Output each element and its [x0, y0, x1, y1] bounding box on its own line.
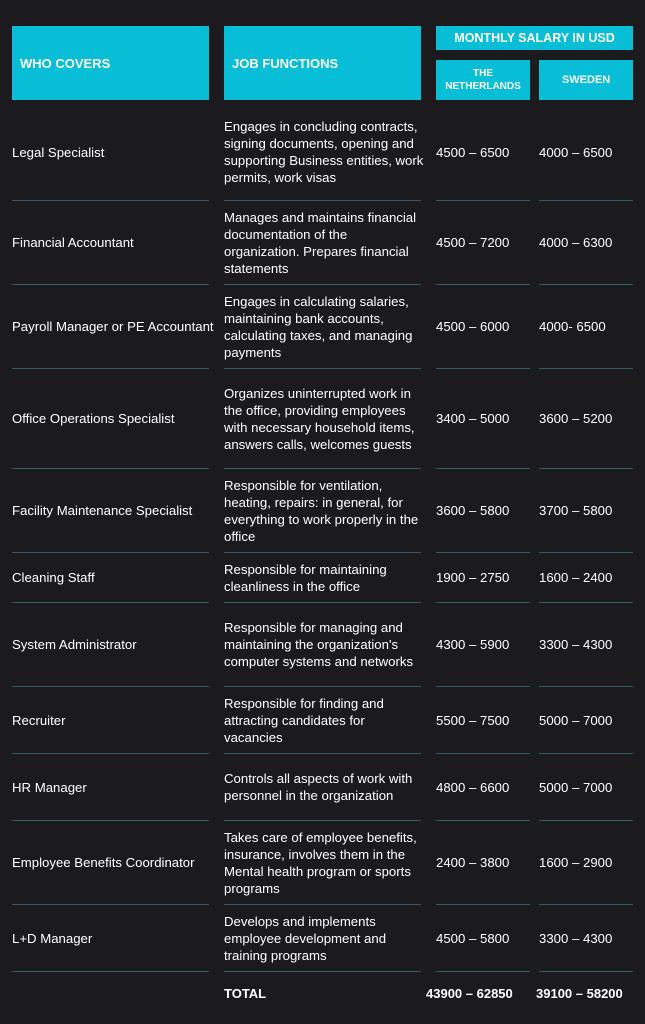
- salary-sweden: 5000 – 7000: [539, 712, 613, 728]
- job-functions-text: Responsible for managing and maintaining the organization's computer systems and networks: [224, 620, 414, 669]
- salary-netherlands: 4800 – 6600: [436, 779, 510, 795]
- role-name: L+D Manager: [12, 930, 93, 946]
- job-functions-text: Engages in concluding contracts, signing documents, opening and supporting Business entities, work permits, work visas: [224, 119, 424, 185]
- table-row: [0, 905, 645, 971]
- job-functions-text: Responsible for ventilation, heating, repairs: in general, for everything to work properly in the office: [224, 477, 419, 544]
- row-divider: [12, 200, 209, 201]
- row-divider: [12, 552, 209, 553]
- row-divider: [436, 686, 530, 687]
- role-name: Employee Benefits Coordinator: [12, 855, 195, 870]
- job-functions-text: Responsible for finding and attracting candidates for vacancies: [224, 695, 384, 745]
- table-row: [0, 754, 645, 820]
- role-name: Financial Accountant: [12, 235, 134, 250]
- row-divider: [436, 468, 530, 469]
- row-divider: [539, 200, 633, 201]
- row-divider: [539, 820, 633, 821]
- row-divider: [436, 284, 530, 285]
- row-divider: [539, 284, 633, 285]
- job-functions-text: Engages in calculating salaries, maintaining bank accounts, calculating taxes, and managing payments: [224, 293, 413, 360]
- job-functions-text: Develops and implements employee development and training programs: [224, 913, 387, 963]
- table-row: [0, 687, 645, 753]
- row-divider: [224, 552, 421, 553]
- salary-sweden: 1600 – 2400: [539, 570, 613, 585]
- row-divider: [539, 552, 633, 553]
- job-functions-text: Organizes uninterrupted work in the office, providing employees with necessary household items, answers calls, welcomes guests: [224, 385, 415, 452]
- header-who-covers: WHO COVERS: [12, 26, 209, 100]
- row-divider: [539, 753, 633, 754]
- row-divider: [436, 602, 530, 603]
- row-divider: [539, 971, 633, 972]
- role-name: Legal Specialist: [12, 144, 105, 160]
- row-divider: [539, 686, 633, 687]
- total-netherlands: 43900 – 62850: [426, 985, 513, 1001]
- row-divider: [436, 971, 530, 972]
- table-row: [0, 369, 645, 468]
- role-name: Facility Maintenance Specialist: [12, 503, 193, 518]
- total-label: TOTAL: [224, 985, 267, 1001]
- table-row: [0, 603, 645, 686]
- salary-netherlands: 4300 – 5900: [436, 637, 510, 652]
- salary-sweden: 4000 – 6500: [539, 144, 613, 160]
- row-divider: [224, 753, 421, 754]
- row-divider: [539, 602, 633, 603]
- row-divider: [436, 552, 530, 553]
- salary-netherlands: 4500 – 6500: [436, 144, 510, 160]
- role-name: Office Operations Specialist: [12, 411, 175, 426]
- row-divider: [436, 368, 530, 369]
- row-divider: [12, 602, 209, 603]
- role-name: Payroll Manager or PE Accountant: [12, 319, 214, 334]
- table-row: [0, 104, 645, 200]
- role-name: System Administrator: [12, 637, 137, 652]
- salary-netherlands: 3600 – 5800: [436, 503, 510, 518]
- salary-sweden: 4000- 6500: [539, 319, 606, 334]
- job-functions-text: Controls all aspects of work with personnel in the organization: [224, 771, 413, 803]
- row-divider: [12, 284, 209, 285]
- row-divider: [224, 468, 421, 469]
- row-divider: [224, 904, 421, 905]
- salary-netherlands: 2400 – 3800: [436, 855, 510, 870]
- row-divider: [436, 820, 530, 821]
- job-functions-text: Responsible for maintaining cleanliness in the office: [224, 561, 387, 594]
- header-netherlands: THE NETHERLANDS: [436, 60, 530, 100]
- role-name: Recruiter: [12, 712, 66, 728]
- salary-sweden: 3300 – 4300: [539, 637, 613, 652]
- row-divider: [12, 368, 209, 369]
- role-name: HR Manager: [12, 779, 87, 795]
- table-row: [0, 285, 645, 368]
- row-divider: [12, 971, 209, 972]
- table-row: [0, 469, 645, 552]
- total-sweden: 39100 – 58200: [536, 985, 623, 1001]
- total-row: [0, 980, 645, 1006]
- salary-netherlands: 5500 – 7500: [436, 712, 510, 728]
- row-divider: [224, 686, 421, 687]
- row-divider: [224, 971, 421, 972]
- salary-sweden: 5000 – 7000: [539, 779, 613, 795]
- salary-sweden: 3600 – 5200: [539, 411, 613, 426]
- row-divider: [539, 468, 633, 469]
- row-divider: [224, 602, 421, 603]
- salary-netherlands: 1900 – 2750: [436, 570, 510, 585]
- row-divider: [224, 820, 421, 821]
- salary-sweden: 1600 – 2900: [539, 855, 613, 870]
- row-divider: [539, 368, 633, 369]
- salary-netherlands: 4500 – 7200: [436, 235, 510, 250]
- row-divider: [12, 686, 209, 687]
- row-divider: [539, 904, 633, 905]
- row-divider: [12, 904, 209, 905]
- row-divider: [436, 200, 530, 201]
- header-sweden: SWEDEN: [539, 60, 633, 100]
- row-divider: [12, 468, 209, 469]
- row-divider: [224, 284, 421, 285]
- job-functions-text: Manages and maintains financial documentation of the organization. Prepares financial statements: [224, 209, 417, 276]
- role-name: Cleaning Staff: [12, 570, 95, 585]
- salary-sweden: 4000 – 6300: [539, 235, 613, 250]
- salary-netherlands: 3400 – 5000: [436, 411, 510, 426]
- salary-netherlands: 4500 – 5800: [436, 930, 510, 946]
- row-divider: [12, 820, 209, 821]
- row-divider: [436, 753, 530, 754]
- row-divider: [436, 904, 530, 905]
- row-divider: [12, 753, 209, 754]
- salary-sweden: 3300 – 4300: [539, 930, 613, 946]
- table-row: [0, 201, 645, 284]
- salary-netherlands: 4500 – 6000: [436, 319, 510, 334]
- table-row: [0, 553, 645, 602]
- job-functions-text: Takes care of employee benefits, insurance, involves them in the Mental health program or sports programs: [224, 829, 417, 896]
- row-divider: [224, 200, 421, 201]
- header-job-functions: JOB FUNCTIONS: [224, 26, 421, 100]
- table-row: [0, 821, 645, 904]
- salary-sweden: 3700 – 5800: [539, 503, 613, 518]
- row-divider: [224, 368, 421, 369]
- header-monthly-salary: MONTHLY SALARY IN USD: [436, 26, 633, 50]
